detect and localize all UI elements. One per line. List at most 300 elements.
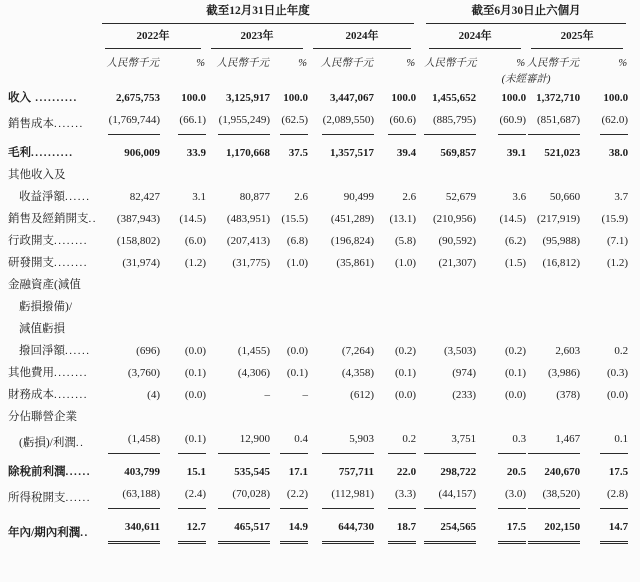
percent-cell	[580, 509, 628, 544]
value-text: (0.1)	[394, 367, 417, 379]
percent-cell	[270, 483, 308, 509]
amount-cell	[100, 406, 160, 428]
row-label-text: 虧損撥備)/	[19, 301, 73, 313]
percent-cell	[270, 230, 308, 252]
header-spacer	[8, 49, 100, 70]
value-text: 3,447,067	[330, 92, 374, 104]
percent-cell	[160, 252, 206, 274]
percent-cell	[580, 230, 628, 252]
value-text: (6.2)	[504, 235, 527, 247]
amount-cell	[206, 164, 270, 186]
value-text: 1,467	[528, 428, 580, 454]
value-text: (1.2)	[606, 257, 629, 269]
value-text: (3,760)	[127, 367, 160, 379]
percent-cell	[270, 135, 308, 164]
value-text: –	[264, 389, 270, 401]
value-text: (15.9)	[601, 213, 629, 225]
amount-cell	[526, 406, 580, 428]
value-text: (5.8)	[394, 235, 417, 247]
percent-cell	[374, 296, 416, 318]
row-label-text: (虧損)/利潤	[19, 437, 76, 449]
amount-cell	[308, 274, 374, 296]
column-gap	[416, 186, 424, 208]
amount-cell	[308, 454, 374, 483]
column-gap	[416, 454, 424, 483]
value-text: (696)	[136, 345, 160, 357]
value-text: (0.3)	[606, 367, 629, 379]
percent-cell	[580, 454, 628, 483]
column-gap	[416, 252, 424, 274]
value-text: 22.0	[396, 466, 417, 478]
amount-cell	[308, 483, 374, 509]
table-row	[8, 164, 628, 186]
year-header-2023	[206, 24, 308, 49]
amount-cell	[206, 87, 270, 109]
percent-cell	[270, 509, 308, 544]
unit-label: 人民幣千元	[526, 58, 580, 69]
row-label	[8, 135, 100, 164]
header-note-row	[8, 70, 628, 87]
header-spacer	[8, 70, 100, 87]
year-header-2024-interim	[424, 24, 526, 49]
row-label	[8, 362, 100, 384]
row-label-text: 收入	[8, 92, 31, 104]
row-label	[8, 340, 100, 362]
percent-cell	[580, 384, 628, 406]
amount-cell	[308, 406, 374, 428]
percent-cell	[476, 406, 526, 428]
percent-cell	[476, 252, 526, 274]
value-text: (6.0)	[184, 235, 206, 247]
percent-cell	[476, 340, 526, 362]
dot-leader: ..........	[31, 147, 74, 159]
value-text: 100.0	[501, 92, 527, 104]
percent-cell	[374, 340, 416, 362]
value-text: (35,861)	[336, 257, 374, 269]
percent-cell	[580, 87, 628, 109]
value-text: 0.2	[388, 428, 416, 454]
dot-leader: ......	[65, 345, 91, 357]
percent-cell	[580, 406, 628, 428]
value-text: (60.6)	[388, 109, 416, 135]
amount-cell	[526, 186, 580, 208]
table-row	[8, 87, 628, 109]
amount-cell	[206, 384, 270, 406]
dot-leader: ......	[65, 191, 91, 203]
unit-label: 人民幣千元	[424, 58, 477, 69]
percent-cell	[476, 509, 526, 544]
value-text: (4)	[147, 389, 160, 401]
percent-cell	[270, 109, 308, 135]
income-statement-table	[8, 4, 628, 544]
value-text: (210,956)	[432, 213, 477, 225]
value-text: 17.5	[608, 466, 629, 478]
header-group-row	[8, 4, 628, 24]
percent-cell	[580, 135, 628, 164]
value-text: 906,009	[124, 147, 160, 159]
amount-cell	[526, 454, 580, 483]
value-text: 298,722	[440, 466, 477, 478]
amount-cell	[100, 186, 160, 208]
table-row	[8, 454, 628, 483]
table-row	[8, 109, 628, 135]
percent-cell	[374, 87, 416, 109]
amount-cell	[100, 483, 160, 509]
percent-cell	[580, 186, 628, 208]
amount-cell	[206, 186, 270, 208]
amount-cell	[308, 384, 374, 406]
percent-cell	[160, 406, 206, 428]
amount-cell	[526, 87, 580, 109]
percent-cell	[374, 428, 416, 454]
table-row	[8, 208, 628, 230]
amount-cell	[526, 340, 580, 362]
amount-cell	[526, 318, 580, 340]
value-text: (70,028)	[218, 483, 270, 509]
percent-cell	[270, 406, 308, 428]
value-text: (6.8)	[286, 235, 308, 247]
percent-label: %	[406, 58, 416, 69]
amount-cell	[206, 483, 270, 509]
amount-cell	[526, 483, 580, 509]
amount-cell	[100, 296, 160, 318]
percent-label: %	[196, 58, 205, 69]
percent-cell	[476, 109, 526, 135]
amount-cell	[206, 252, 270, 274]
amount-cell	[206, 208, 270, 230]
value-text: (851,687)	[528, 109, 580, 135]
value-text: (112,981)	[322, 483, 374, 509]
unit-label: 人民幣千元	[216, 58, 269, 69]
percent-cell	[160, 186, 206, 208]
percent-cell	[476, 230, 526, 252]
value-text: 17.1	[288, 466, 308, 478]
value-text: 38.0	[608, 147, 629, 159]
value-text: (13.1)	[389, 213, 417, 225]
percent-cell	[580, 274, 628, 296]
value-text: 17.5	[498, 516, 526, 544]
value-text: (378)	[556, 389, 581, 401]
amount-cell	[424, 87, 476, 109]
value-text: 644,730	[322, 516, 374, 544]
percent-cell	[374, 509, 416, 544]
value-text: (44,157)	[424, 483, 476, 509]
row-label-text: 銷售及經銷開支	[8, 213, 89, 225]
percent-cell	[374, 230, 416, 252]
percent-cell	[374, 362, 416, 384]
percent-cell	[160, 384, 206, 406]
header-unit-row	[8, 49, 628, 70]
row-label-text: 撥回淨額	[19, 345, 65, 357]
value-text: (0.0)	[184, 345, 206, 357]
annual-group-header	[100, 4, 416, 24]
row-label	[8, 509, 100, 544]
percent-cell	[476, 483, 526, 509]
row-label-text: 財務成本	[8, 389, 54, 401]
amount-cell	[100, 362, 160, 384]
value-text: 52,679	[445, 191, 477, 203]
value-text: 0.4	[280, 428, 308, 454]
row-label-text: 毛利	[8, 147, 31, 159]
percent-cell	[580, 109, 628, 135]
value-text: 15.1	[186, 466, 206, 478]
value-text: 12.7	[178, 516, 206, 544]
percent-cell	[270, 428, 308, 454]
amount-cell	[308, 87, 374, 109]
percent-cell	[160, 454, 206, 483]
value-text: 20.5	[506, 466, 527, 478]
year-header-2022	[100, 24, 206, 49]
value-text: (233)	[452, 389, 477, 401]
value-text: 0.1	[600, 428, 628, 454]
percent-cell	[270, 296, 308, 318]
amount-cell	[308, 296, 374, 318]
value-text: 14.7	[600, 516, 628, 544]
value-text: (1,955,249)	[218, 109, 270, 135]
value-text: 0.2	[614, 345, 629, 357]
amount-cell	[526, 252, 580, 274]
column-gap	[416, 274, 424, 296]
amount-cell	[424, 296, 476, 318]
amount-cell	[424, 483, 476, 509]
percent-cell	[476, 296, 526, 318]
value-text: 18.7	[388, 516, 416, 544]
value-text: (0.0)	[286, 345, 308, 357]
amount-cell	[206, 109, 270, 135]
table-row	[8, 406, 628, 428]
value-text: (0.0)	[394, 389, 417, 401]
header-spacer	[100, 70, 416, 87]
value-text: 240,670	[544, 466, 581, 478]
percent-cell	[270, 87, 308, 109]
value-text: (0.1)	[286, 367, 308, 379]
value-text: (217,919)	[536, 213, 581, 225]
amount-cell	[308, 186, 374, 208]
value-text: 535,545	[234, 466, 270, 478]
value-text: (16,812)	[542, 257, 581, 269]
interim-group-header	[424, 4, 628, 24]
row-label	[8, 87, 100, 109]
table-row	[8, 509, 628, 544]
percent-cell	[160, 230, 206, 252]
value-text: (1.0)	[394, 257, 417, 269]
value-text: 39.4	[396, 147, 417, 159]
row-label-text: 其他收入及	[8, 169, 66, 181]
value-text: (1.2)	[184, 257, 206, 269]
value-text: 569,857	[440, 147, 477, 159]
value-text: 5,903	[322, 428, 374, 454]
row-label-text: 所得稅開支	[8, 492, 66, 504]
table-row	[8, 362, 628, 384]
dot-leader: ........	[54, 235, 88, 247]
value-text: 2.6	[294, 191, 308, 203]
amount-cell	[308, 252, 374, 274]
value-text: (2.4)	[178, 483, 206, 509]
value-text: 403,799	[124, 466, 160, 478]
header-year-row	[8, 24, 628, 49]
column-gap	[416, 24, 424, 49]
amount-cell	[526, 362, 580, 384]
row-label-text: 研發開支	[8, 257, 54, 269]
amount-cell	[424, 109, 476, 135]
percent-cell	[476, 384, 526, 406]
value-text: 80,877	[239, 191, 270, 203]
amount-cell	[206, 230, 270, 252]
column-gap	[416, 406, 424, 428]
percent-cell	[160, 318, 206, 340]
amount-cell	[100, 252, 160, 274]
dot-leader: .......	[54, 118, 84, 130]
value-text: 340,611	[108, 516, 160, 544]
column-gap	[416, 509, 424, 544]
amount-cell	[526, 509, 580, 544]
value-text: 2,675,753	[116, 92, 160, 104]
column-gap	[416, 296, 424, 318]
row-label-text: 銷售成本	[8, 118, 54, 130]
value-text: (63,188)	[108, 483, 160, 509]
percent-cell	[580, 362, 628, 384]
column-gap	[416, 362, 424, 384]
row-label	[8, 454, 100, 483]
table-row	[8, 252, 628, 274]
value-text: (1,455)	[237, 345, 270, 357]
row-label	[8, 230, 100, 252]
table-row	[8, 428, 628, 454]
value-text: 1,372,710	[536, 92, 581, 104]
column-gap	[416, 135, 424, 164]
amount-cell	[100, 340, 160, 362]
value-text: 3.6	[512, 191, 527, 203]
row-label	[8, 318, 100, 340]
amount-cell	[206, 296, 270, 318]
amount-cell	[206, 362, 270, 384]
amount-cell	[206, 509, 270, 544]
column-gap	[416, 70, 424, 87]
percent-cell	[374, 274, 416, 296]
amount-cell	[424, 340, 476, 362]
interim-group-title: 截至6月30日止六個月	[471, 5, 581, 17]
dot-leader: ........	[54, 389, 88, 401]
amount-cell	[308, 230, 374, 252]
value-text: 254,565	[424, 516, 476, 544]
value-text: 521,023	[544, 147, 581, 159]
value-text: (0.0)	[504, 389, 527, 401]
amount-cell	[206, 406, 270, 428]
value-text: 0.3	[498, 428, 526, 454]
value-text: (196,824)	[330, 235, 374, 247]
percent-cell	[580, 483, 628, 509]
year-label: 2024年	[345, 30, 379, 42]
percent-cell	[580, 318, 628, 340]
value-text: (1,458)	[108, 428, 160, 454]
value-text: (7,264)	[341, 345, 374, 357]
row-label-text: 分佔聯營企業	[8, 411, 77, 423]
value-text: (95,988)	[542, 235, 581, 247]
interim-group-rule	[426, 4, 626, 24]
percent-cell	[374, 164, 416, 186]
percent-label: %	[516, 58, 526, 69]
value-text: (612)	[350, 389, 374, 401]
amount-cell	[206, 340, 270, 362]
percent-cell	[580, 252, 628, 274]
amount-cell	[424, 230, 476, 252]
value-text: 82,427	[129, 191, 160, 203]
percent-cell	[160, 362, 206, 384]
annual-group-title: 截至12月31日止年度	[206, 5, 310, 17]
row-label	[8, 483, 100, 509]
value-text: 3,751	[424, 428, 476, 454]
amount-cell	[100, 87, 160, 109]
table-row	[8, 230, 628, 252]
value-text: 1,170,668	[226, 147, 270, 159]
year-label: 2023年	[240, 30, 274, 42]
value-text: 37.5	[288, 147, 308, 159]
percent-cell	[270, 454, 308, 483]
value-text: 1,357,517	[330, 147, 374, 159]
percent-cell	[476, 362, 526, 384]
amount-cell	[424, 509, 476, 544]
value-text: 100.0	[283, 92, 308, 104]
value-text: 12,900	[218, 428, 270, 454]
row-label	[8, 186, 100, 208]
percent-cell	[270, 274, 308, 296]
dot-leader: ......	[65, 492, 91, 504]
table-row	[8, 186, 628, 208]
dot-leader: ..	[88, 213, 97, 225]
percent-cell	[476, 135, 526, 164]
value-text: (14.5)	[499, 213, 527, 225]
annual-group-rule	[102, 4, 414, 24]
value-text: 1,455,652	[432, 92, 477, 104]
year-label: 2024年	[458, 30, 492, 42]
amount-cell	[526, 208, 580, 230]
column-gap	[416, 164, 424, 186]
percent-cell	[476, 164, 526, 186]
value-text: (14.5)	[179, 213, 206, 225]
value-text: (66.1)	[178, 109, 206, 135]
amount-cell	[526, 274, 580, 296]
amount-cell	[100, 208, 160, 230]
year-header-2024	[308, 24, 416, 49]
amount-cell	[100, 509, 160, 544]
column-gap	[416, 87, 424, 109]
row-label	[8, 164, 100, 186]
value-text: 3,125,917	[226, 92, 270, 104]
row-label-text: 行政開支	[8, 235, 54, 247]
percent-cell	[580, 340, 628, 362]
value-text: (3.3)	[388, 483, 416, 509]
percent-cell	[374, 109, 416, 135]
table-row	[8, 274, 628, 296]
table-row	[8, 384, 628, 406]
value-text: (7.1)	[606, 235, 629, 247]
column-gap	[416, 109, 424, 135]
percent-cell	[374, 483, 416, 509]
amount-cell	[206, 318, 270, 340]
value-text: (0.1)	[178, 428, 206, 454]
percent-cell	[270, 252, 308, 274]
row-label	[8, 109, 100, 135]
row-label-text: 收益淨額	[19, 191, 65, 203]
value-text: –	[302, 389, 308, 401]
row-label	[8, 274, 100, 296]
percent-cell	[270, 318, 308, 340]
value-text: (3,503)	[443, 345, 477, 357]
amount-cell	[424, 274, 476, 296]
percent-cell	[160, 109, 206, 135]
column-gap	[416, 384, 424, 406]
value-text: (2.8)	[600, 483, 628, 509]
